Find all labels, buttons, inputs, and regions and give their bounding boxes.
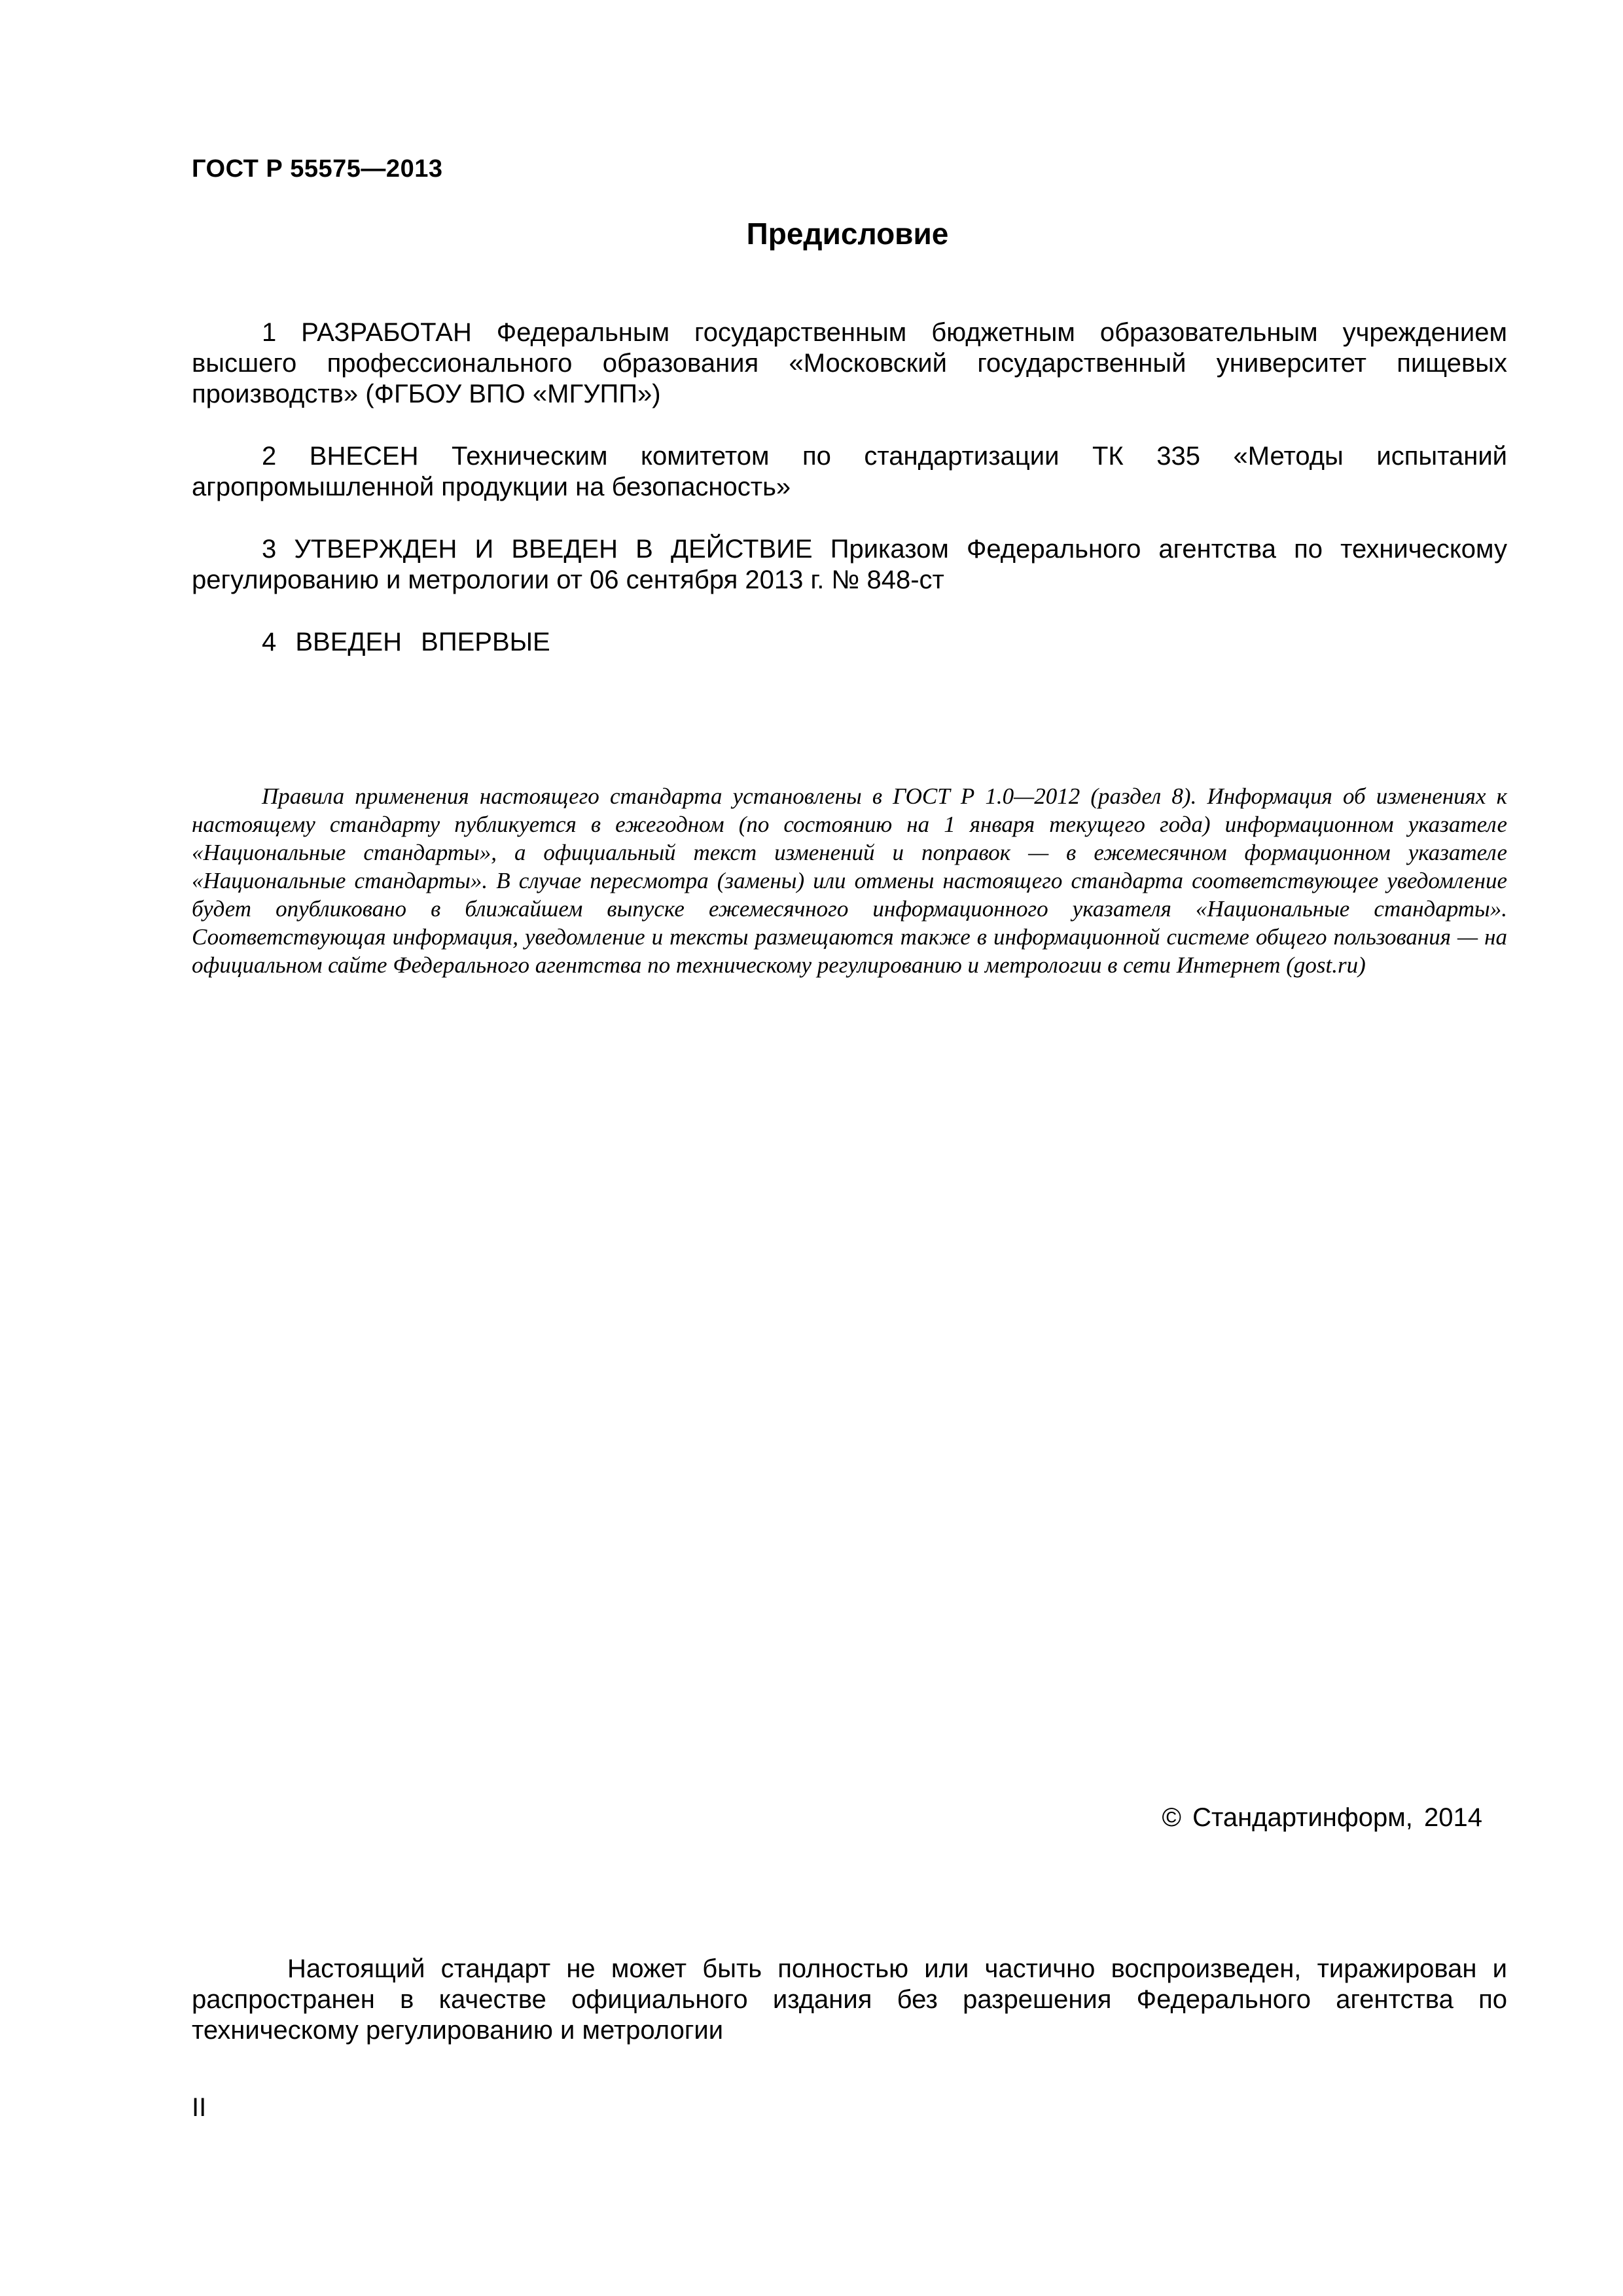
copyright-notice: © Стандартинформ, 2014 [1162,1803,1482,1832]
foreword-item-developed: 1 РАЗРАБОТАН Федеральным государственным бюджетным образовательным учреждением высшего профессионального образования «Московский государственный университет пищевых производств» (ФГБОУ ВПО «МГУПП») [192,318,1507,408]
document-code: ГОСТ Р 55575—2013 [192,155,443,183]
rights-notice: Настоящий стандарт не может быть полностью или частично воспроизведен, тиражирован и распространен в качестве официального издания без разрешения Федерального агентства по техническому регулированию и метрологии [192,1954,1507,2045]
foreword-item-approved: 3 УТВЕРЖДЕН И ВВЕДЕН В ДЕЙСТВИЕ Приказом Федерального агентства по техническому регулированию и метрологии от 06 сентября 2013 г. № 848-ст [192,535,1507,594]
foreword-item-submitted: 2 ВНЕСЕН Техническим комитетом по стандартизации ТК 335 «Методы испытаний агропромышленной продукции на безопасность» [192,442,1507,501]
foreword-items [192,317,1507,689]
application-rules-note: Правила применения настоящего стандарта установлены в ГОСТ Р 1.0—2012 (раздел 8). Информация об изменениях к настоящему стандарту публикуется в ежегодном (по состоянию на 1 января текущего года) информационном указателе «Национальные стандарты», а официальный текст изменений и поправок — в ежемесячном формационном указателе «Национальные стандарты». В случае пересмотра (замены) или отмены настоящего стандарта соответствующее уведомление будет опубликовано в ближайшем выпуске ежемесячного информационного указателя «Национальные стандарты». Соответствующая информация, уведомление и тексты размещаются также в информационной системе общего пользования — на официальном сайте Федерального агентства по техническому регулированию и метрологии в сети Интернет (gost.ru) [192,783,1507,978]
page-title: Предисловие [746,217,949,251]
foreword-item-first-introduced: 4 ВВЕДЕН ВПЕРВЫЕ [262,628,550,656]
page-number: II [192,2093,207,2122]
